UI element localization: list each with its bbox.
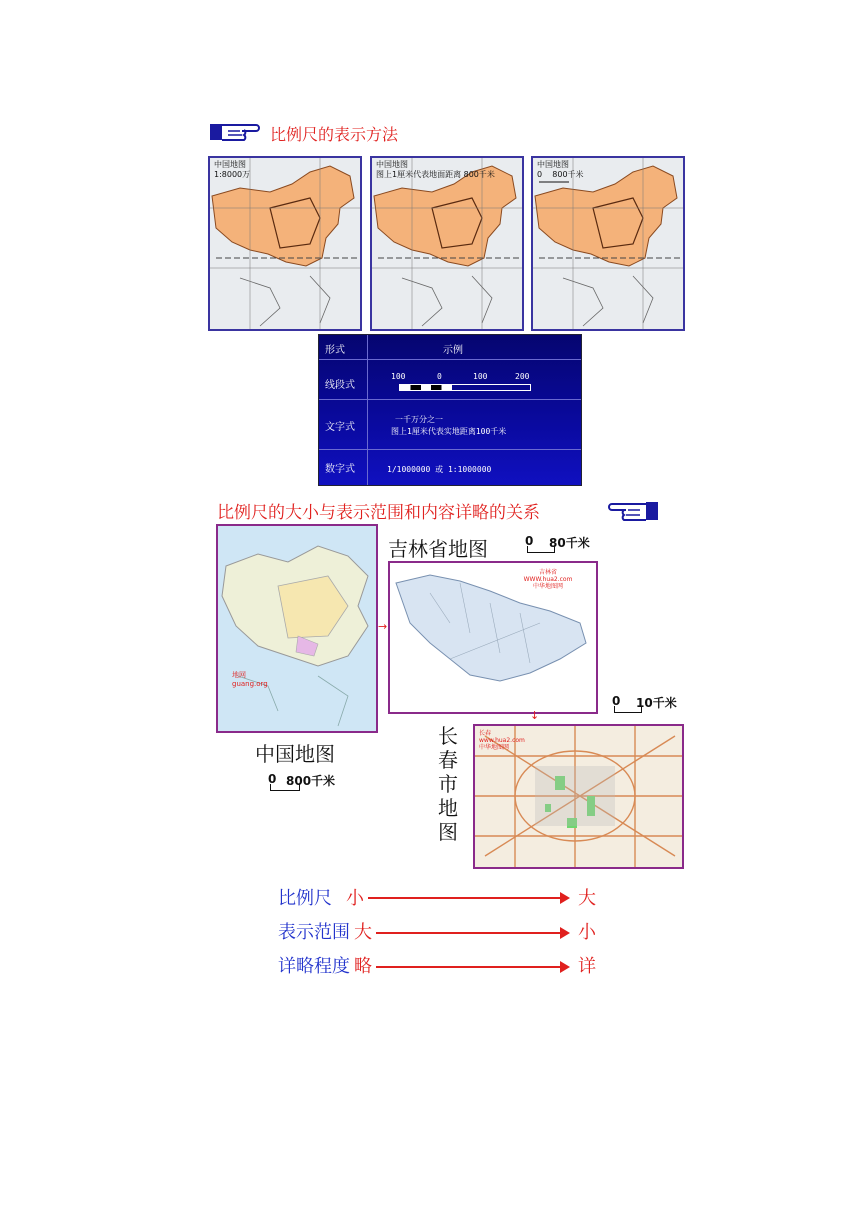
row-label-linear: 线段式 [325, 380, 355, 391]
scale-bar-line [527, 546, 555, 553]
china-scale-bar [268, 772, 348, 792]
watermark-line: www.hua2.com [479, 737, 525, 744]
arrow-right-icon: → [378, 620, 388, 633]
watermark-line: 中华地图网 [532, 583, 563, 590]
china-map-numeric [208, 156, 362, 331]
tick-label: 0 [437, 372, 442, 381]
row-label-text: 文字式 [325, 422, 355, 433]
relation-from-range: 大 [354, 922, 372, 943]
watermark-line: WWW.hua2.com [523, 576, 573, 583]
relation-label-range: 表示范围 [278, 922, 350, 943]
changchun-scale-bar [612, 694, 692, 714]
table-header-form: 形式 [325, 345, 345, 356]
pointing-hand-icon [208, 116, 264, 144]
map-watermark: 地网 guang.org [232, 671, 268, 688]
scale-value: 10千米 [636, 696, 677, 710]
text-scale-line1: 一千万分之一 [395, 415, 443, 424]
tick-label: 100 [391, 372, 406, 381]
china-map-text [370, 156, 524, 331]
jilin-map [388, 561, 598, 714]
table-row [319, 449, 581, 486]
jilin-map-title: 吉林省地图 [388, 537, 488, 561]
china-outline-graphic [533, 158, 683, 329]
china-map-large [216, 524, 378, 733]
scale-zero: 0 [612, 694, 621, 708]
watermark-line: 中华地图网 [479, 744, 510, 751]
relation-from-scale: 小 [346, 888, 364, 909]
map-caption: 中国地图 1:8000万 [214, 160, 251, 179]
china-outline-graphic [210, 158, 360, 329]
relation-to-scale: 大 [578, 888, 596, 909]
changchun-map-title: 长春市地图 [438, 724, 458, 844]
table-header-example: 示例 [443, 345, 463, 356]
changchun-map [473, 724, 684, 869]
watermark-line: 长春 [479, 730, 492, 737]
tick-label: 200 [515, 372, 530, 381]
text-scale-line2: 图上1厘米代表实地距离100千米 [391, 427, 507, 436]
arrow-down-icon: ↓ [530, 709, 540, 722]
relation-label-scale: 比例尺 [278, 888, 332, 909]
china-map-graphic [218, 526, 376, 731]
relation-arrow [376, 966, 568, 968]
relation-to-range: 小 [578, 922, 596, 943]
section-title-scale-methods: 比例尺的表示方法 [270, 125, 399, 144]
table-row [319, 399, 581, 450]
linear-scale-bar [399, 384, 531, 391]
china-map-title: 中国地图 [255, 742, 335, 766]
relation-label-detail: 详略程度 [278, 956, 350, 977]
scale-value: 800千米 [286, 774, 336, 788]
section-title-scale-relationship: 比例尺的大小与表示范围和内容详略的关系 [217, 503, 540, 523]
map-watermark [479, 730, 539, 751]
tick-label: 100 [473, 372, 488, 381]
numeric-scale-text: 1/1000000 或 1:1000000 [387, 465, 492, 474]
pointing-hand-icon [604, 494, 660, 524]
relation-from-detail: 略 [354, 956, 372, 977]
china-map-linear [531, 156, 685, 331]
jilin-scale-bar [525, 534, 605, 554]
table-row [319, 359, 581, 400]
china-outline-graphic [372, 158, 522, 329]
scale-value: 80千米 [549, 536, 590, 550]
scale-zero: 0 [268, 772, 277, 786]
map-caption: 中国地图 0 800千米 [537, 160, 584, 179]
relation-arrow [376, 932, 568, 934]
scale-bar-line [270, 784, 300, 791]
map-watermark [518, 569, 578, 590]
row-label-numeric: 数字式 [325, 464, 355, 475]
relation-arrow [368, 897, 568, 899]
map-caption: 中国地图 图上1厘米代表地面距离 800千米 [376, 160, 495, 179]
watermark-line: 吉林省 [538, 569, 557, 576]
scale-forms-table [318, 334, 582, 486]
scale-zero: 0 [525, 534, 534, 548]
scale-bar-line [614, 706, 642, 713]
relation-to-detail: 详 [578, 956, 596, 977]
